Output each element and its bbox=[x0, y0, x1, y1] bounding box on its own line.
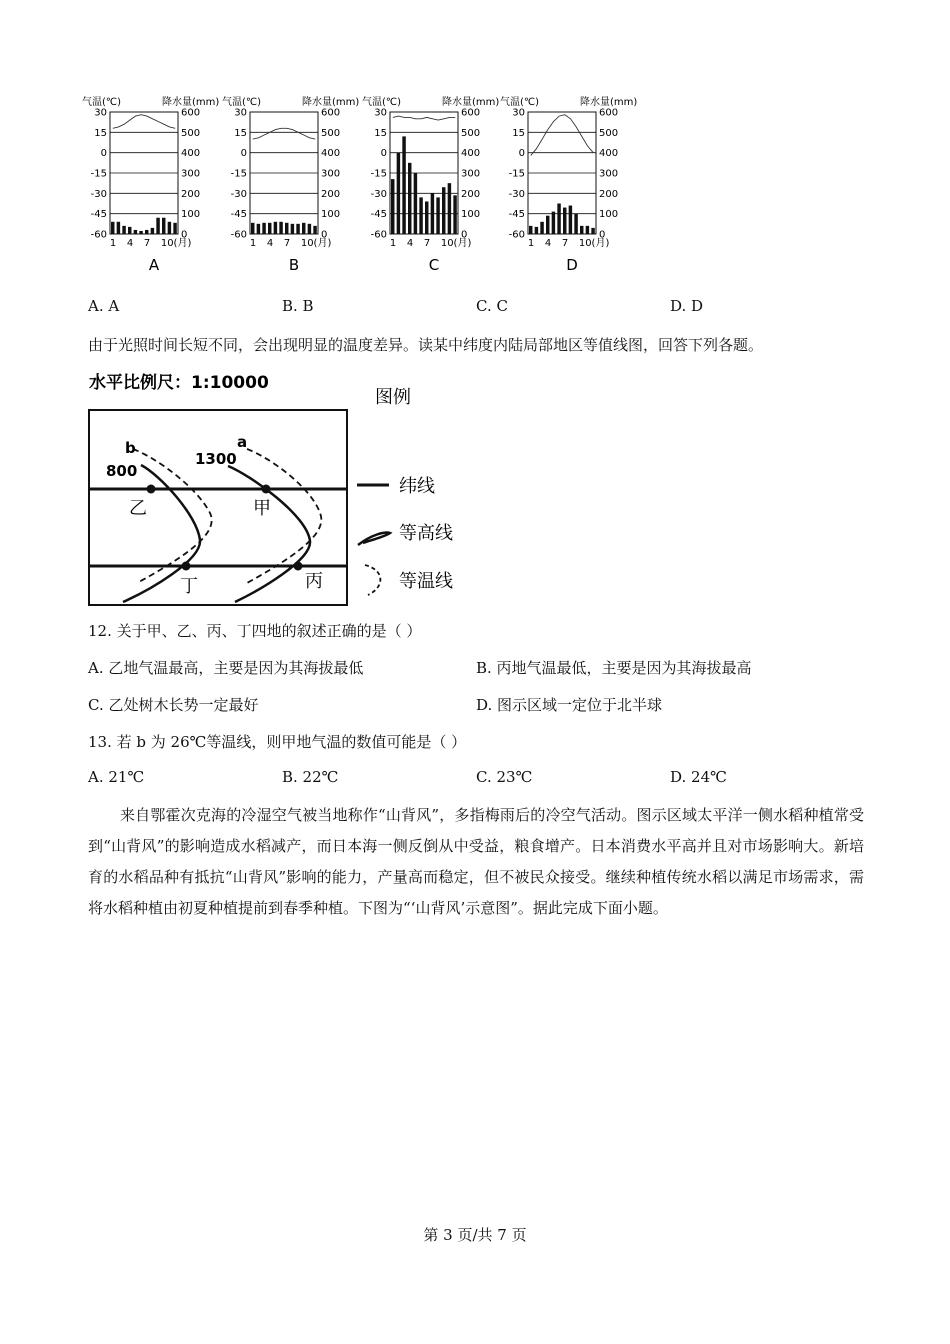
intro-text: 由于光照时间长短不同，会出现明显的温度差异。读某中纬度内陆局部地区等值线图，回答下列各题。 bbox=[88, 336, 764, 354]
precip-tick-label: 0 bbox=[321, 229, 328, 241]
precip-bar bbox=[419, 197, 422, 234]
precip-tick-label: 300 bbox=[321, 168, 341, 180]
precip-bar bbox=[425, 201, 428, 234]
precip-bar bbox=[569, 206, 572, 234]
precip-tick-label: 0 bbox=[461, 229, 468, 241]
precip-bar bbox=[563, 208, 566, 234]
temp-axis-title: 气温(℃) bbox=[82, 97, 122, 108]
month-tick-label: 1 bbox=[109, 238, 117, 249]
place-ding: 丁 bbox=[180, 576, 198, 597]
precip-bar bbox=[552, 212, 555, 234]
precip-bar bbox=[139, 231, 142, 234]
month-tick-label: 10(月) bbox=[440, 238, 472, 249]
precip-tick-label: 300 bbox=[181, 168, 201, 180]
precip-bar bbox=[586, 226, 589, 234]
temperature-curve bbox=[393, 116, 455, 120]
month-tick-label: 7 bbox=[561, 238, 569, 249]
precip-bar bbox=[274, 222, 277, 234]
precip-tick-label: 300 bbox=[461, 168, 481, 180]
point-bing bbox=[294, 562, 303, 571]
precip-tick-label: 400 bbox=[321, 148, 341, 160]
chart-label: C bbox=[428, 256, 440, 274]
temp-tick-label: 0 bbox=[100, 148, 107, 160]
q12-option-a: A. 乙地气温最高，主要是因为其海拔最低 bbox=[88, 659, 364, 677]
precip-bar bbox=[296, 224, 299, 234]
label-b: b bbox=[125, 439, 136, 457]
precip-tick-label: 500 bbox=[461, 127, 481, 139]
q11-option-d: D. D bbox=[670, 297, 704, 315]
month-tick-label: 7 bbox=[283, 238, 291, 249]
temp-tick-label: 0 bbox=[380, 148, 387, 160]
precip-bar bbox=[535, 227, 538, 234]
month-tick-label: 10(月) bbox=[300, 238, 332, 249]
temp-axis-title: 气温(℃) bbox=[500, 97, 540, 108]
contour-map-figure bbox=[85, 365, 485, 610]
precip-bar bbox=[117, 222, 120, 234]
temp-axis-title: 气温(℃) bbox=[222, 97, 262, 108]
precip-bar bbox=[291, 224, 294, 234]
precip-tick-label: 200 bbox=[181, 188, 201, 200]
temp-tick-label: -45 bbox=[90, 209, 107, 221]
q11-option-a: A. A bbox=[88, 297, 120, 315]
precip-bar bbox=[128, 227, 131, 234]
precip-bar bbox=[391, 179, 394, 234]
temp-tick-label: -30 bbox=[90, 188, 107, 200]
precip-axis-title: 降水量(mm) bbox=[580, 97, 638, 108]
temp-tick-label: -60 bbox=[508, 229, 525, 241]
precip-tick-label: 0 bbox=[181, 229, 188, 241]
precip-bar bbox=[574, 214, 577, 234]
precip-bar bbox=[302, 223, 305, 234]
temp-tick-label: 15 bbox=[374, 127, 387, 139]
precip-bar bbox=[448, 183, 451, 234]
place-jia: 甲 bbox=[253, 498, 271, 519]
temperature-curve bbox=[531, 115, 593, 156]
precip-bar bbox=[279, 222, 282, 234]
temp-tick-label: 30 bbox=[374, 107, 387, 119]
point-jia bbox=[262, 485, 271, 494]
precip-bar bbox=[251, 223, 254, 234]
month-tick-label: 4 bbox=[126, 238, 134, 249]
temp-tick-label: 30 bbox=[234, 107, 247, 119]
legend-contour-symbol bbox=[358, 533, 390, 546]
temp-tick-label: 15 bbox=[94, 127, 107, 139]
precip-tick-label: 100 bbox=[181, 209, 201, 221]
climate-chart-c bbox=[360, 94, 500, 274]
temp-tick-label: 30 bbox=[512, 107, 525, 119]
q13-option-c: C. 23℃ bbox=[476, 768, 533, 786]
precip-bar bbox=[156, 218, 159, 234]
precip-tick-label: 100 bbox=[599, 209, 619, 221]
precip-tick-label: 500 bbox=[599, 127, 619, 139]
precip-bar bbox=[151, 228, 154, 234]
temp-tick-label: -45 bbox=[370, 209, 387, 221]
point-ding bbox=[182, 562, 191, 571]
temp-tick-label: -45 bbox=[508, 209, 525, 221]
temp-tick-label: 30 bbox=[94, 107, 107, 119]
temp-tick-label: -45 bbox=[230, 209, 247, 221]
place-yi: 乙 bbox=[129, 498, 147, 519]
precip-tick-label: 600 bbox=[321, 107, 341, 119]
temp-tick-label: -15 bbox=[230, 168, 247, 180]
precip-bar bbox=[162, 218, 165, 234]
month-tick-label: 1 bbox=[389, 238, 397, 249]
precip-axis-title: 降水量(mm) bbox=[442, 97, 500, 108]
precip-bar bbox=[580, 226, 583, 234]
q12-stem: 12. 关于甲、乙、丙、丁四地的叙述正确的是（ ） bbox=[88, 622, 422, 640]
precip-bar bbox=[546, 216, 549, 234]
month-tick-label: 4 bbox=[544, 238, 552, 249]
map-scale: 水平比例尺：1:10000 bbox=[89, 373, 269, 393]
legend-contour: 等高线 bbox=[399, 523, 453, 544]
q12-option-d: D. 图示区域一定位于北半球 bbox=[476, 696, 663, 714]
precip-bar bbox=[591, 228, 594, 234]
place-bing: 丙 bbox=[305, 571, 323, 592]
precip-bar bbox=[313, 226, 316, 234]
temp-tick-label: -60 bbox=[90, 229, 107, 241]
precip-bar bbox=[540, 222, 543, 234]
chart-label: D bbox=[566, 256, 578, 274]
climate-chart-d bbox=[498, 94, 638, 274]
precip-bar bbox=[402, 136, 405, 234]
chart-label: A bbox=[148, 256, 160, 274]
label-a: a bbox=[237, 433, 248, 451]
q11-option-c: C. C bbox=[476, 297, 508, 315]
precip-tick-label: 100 bbox=[461, 209, 481, 221]
precip-tick-label: 500 bbox=[181, 127, 201, 139]
precip-bar bbox=[397, 153, 400, 234]
month-tick-label: 7 bbox=[143, 238, 151, 249]
precip-bar bbox=[122, 226, 125, 234]
month-tick-label: 10(月) bbox=[578, 238, 610, 249]
precip-bar bbox=[442, 187, 445, 234]
precip-tick-label: 200 bbox=[461, 188, 481, 200]
value-1300: 1300 bbox=[195, 450, 237, 468]
month-tick-label: 10(月) bbox=[160, 238, 192, 249]
temp-tick-label: 0 bbox=[518, 148, 525, 160]
temperature-curve bbox=[253, 128, 315, 139]
temp-tick-label: -15 bbox=[508, 168, 525, 180]
precip-tick-label: 400 bbox=[181, 148, 201, 160]
precip-tick-label: 200 bbox=[599, 188, 619, 200]
month-tick-label: 7 bbox=[423, 238, 431, 249]
precip-bar bbox=[111, 222, 114, 234]
precip-bar bbox=[268, 223, 271, 234]
precip-tick-label: 600 bbox=[181, 107, 201, 119]
temp-tick-label: -60 bbox=[370, 229, 387, 241]
precip-tick-label: 300 bbox=[599, 168, 619, 180]
climate-chart-a bbox=[80, 94, 220, 274]
precip-tick-label: 400 bbox=[461, 148, 481, 160]
precip-tick-label: 500 bbox=[321, 127, 341, 139]
point-yi bbox=[147, 485, 156, 494]
precip-bar bbox=[414, 173, 417, 234]
precip-bar bbox=[453, 195, 456, 234]
precip-bar bbox=[557, 204, 560, 235]
precip-bar bbox=[145, 230, 148, 234]
month-tick-label: 1 bbox=[527, 238, 535, 249]
q11-option-b: B. B bbox=[282, 297, 314, 315]
passage-shanbei-wind: 来自鄂霍次克海的冷湿空气被当地称作“山背风”，多指梅雨后的冷空气活动。图示区域太平洋一侧水稻种植常受到“山背风”的影响造成水稻减产，而日本海一侧反倒从中受益，粮食增产。日本消费水平高并且对市场影响大。新培育的水稻品种有抵抗“山背风”影响的能力，产量高而稳定，但不被民众接受。继续种植传统水稻以满足市场需求，需将水稻种植由初夏种植提前到春季种植。下图为“‘山背风’示意图”。据此完成下面小题。 bbox=[88, 806, 864, 917]
precip-tick-label: 200 bbox=[321, 188, 341, 200]
precip-bar bbox=[262, 223, 265, 234]
precip-tick-label: 0 bbox=[599, 229, 606, 241]
precip-tick-label: 400 bbox=[599, 148, 619, 160]
precip-bar bbox=[436, 197, 439, 234]
temp-tick-label: 0 bbox=[240, 148, 247, 160]
q12-option-b: B. 丙地气温最低，主要是因为其海拔最高 bbox=[476, 659, 752, 677]
temp-tick-label: 15 bbox=[234, 127, 247, 139]
value-800: 800 bbox=[106, 462, 138, 480]
temp-tick-label: -30 bbox=[230, 188, 247, 200]
q13-stem: 13. 若 b 为 26℃等温线，则甲地气温的数值可能是（ ） bbox=[88, 733, 467, 751]
precip-bar bbox=[529, 226, 532, 234]
precip-bar bbox=[408, 163, 411, 234]
temp-tick-label: -30 bbox=[508, 188, 525, 200]
q13-option-a: A. 21℃ bbox=[88, 768, 145, 786]
precip-bar bbox=[285, 223, 288, 234]
chart-label: B bbox=[288, 256, 300, 274]
page-footer: 第 3 页/共 7 页 bbox=[423, 1226, 527, 1244]
legend-latitude: 纬线 bbox=[399, 476, 435, 497]
q13-option-d: D. 24℃ bbox=[670, 768, 727, 786]
legend-isotherm-symbol bbox=[365, 565, 380, 595]
q13-option-b: B. 22℃ bbox=[282, 768, 339, 786]
temperature-curve bbox=[113, 115, 175, 129]
precip-bar bbox=[308, 224, 311, 234]
temp-tick-label: -30 bbox=[370, 188, 387, 200]
precip-bar bbox=[168, 222, 171, 234]
month-tick-label: 1 bbox=[249, 238, 257, 249]
precip-bar bbox=[134, 230, 137, 234]
precip-bar bbox=[257, 224, 260, 234]
temp-axis-title: 气温(℃) bbox=[362, 97, 402, 108]
temp-tick-label: -60 bbox=[230, 229, 247, 241]
month-tick-label: 4 bbox=[406, 238, 414, 249]
precip-tick-label: 600 bbox=[461, 107, 481, 119]
temp-tick-label: -15 bbox=[90, 168, 107, 180]
legend-isotherm: 等温线 bbox=[399, 571, 453, 592]
precip-bar bbox=[431, 193, 434, 234]
temp-tick-label: -15 bbox=[370, 168, 387, 180]
precip-tick-label: 100 bbox=[321, 209, 341, 221]
precip-axis-title: 降水量(mm) bbox=[162, 97, 220, 108]
temp-tick-label: 15 bbox=[512, 127, 525, 139]
legend-title: 图例 bbox=[375, 387, 411, 408]
climate-chart-b bbox=[220, 94, 360, 274]
q12-option-c: C. 乙处树木长势一定最好 bbox=[88, 696, 259, 714]
precip-bar bbox=[173, 223, 176, 234]
precip-axis-title: 降水量(mm) bbox=[302, 97, 360, 108]
precip-tick-label: 600 bbox=[599, 107, 619, 119]
month-tick-label: 4 bbox=[266, 238, 274, 249]
